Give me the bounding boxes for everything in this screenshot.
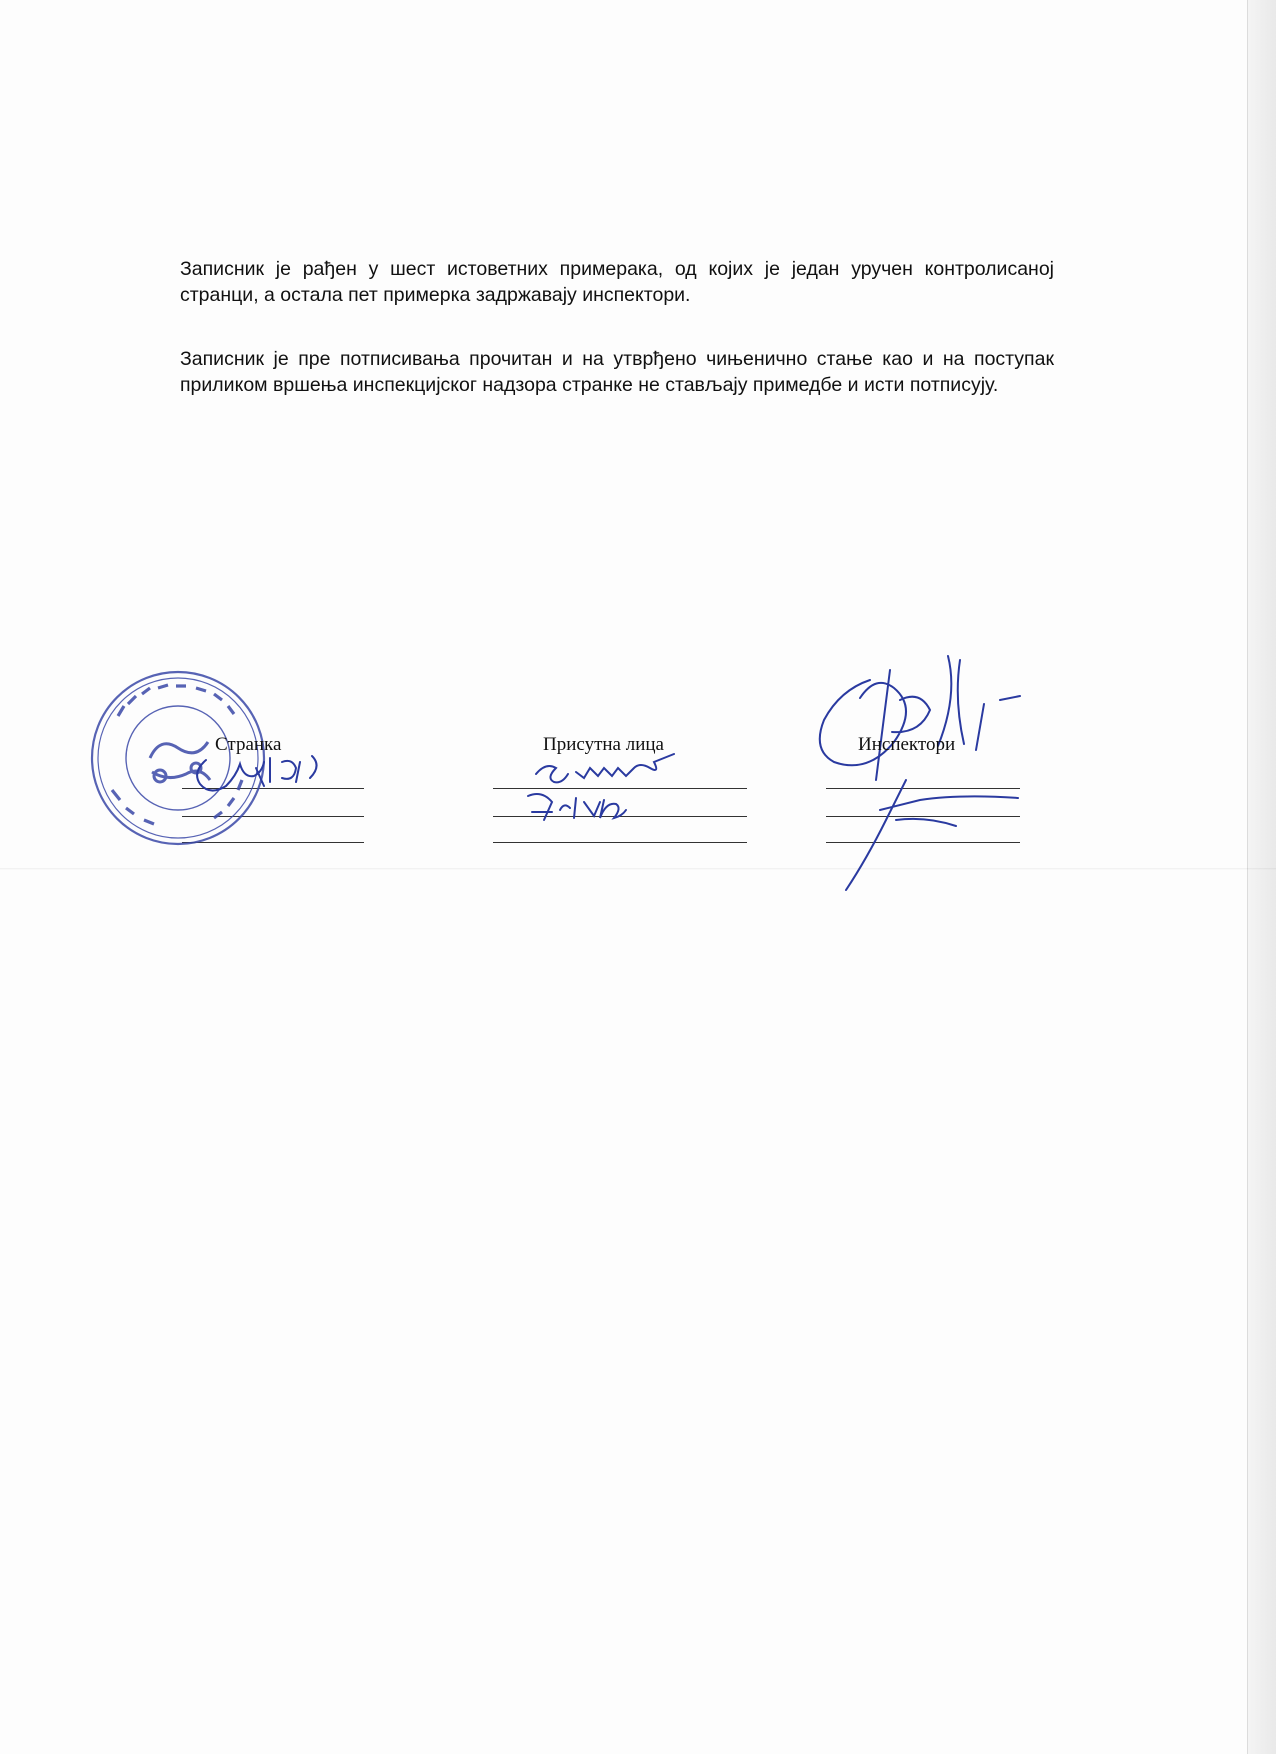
inspectors-column-label: Инспектори [858, 734, 956, 755]
present-persons-signature [528, 754, 674, 820]
round-stamp [92, 672, 264, 844]
party-signature [197, 756, 316, 791]
paragraph-signing-statement: Записник је пре потписивања прочитан и на утврђено чињенично стање као и на поступак приликом вршења инспекцијског надзора странке не стављају примедбе и исти потписују. [180, 348, 1054, 396]
inspectors-signature [820, 656, 1020, 890]
present-persons-column-label: Присутна лица [543, 734, 664, 755]
paragraph-copies-statement: Записник је рађен у шест истоветних примерака, од којих је један уручен контролисаној странци, а остала пет примерка задржавају инспектори. [180, 258, 1054, 306]
party-column-label: Странка [215, 734, 282, 755]
